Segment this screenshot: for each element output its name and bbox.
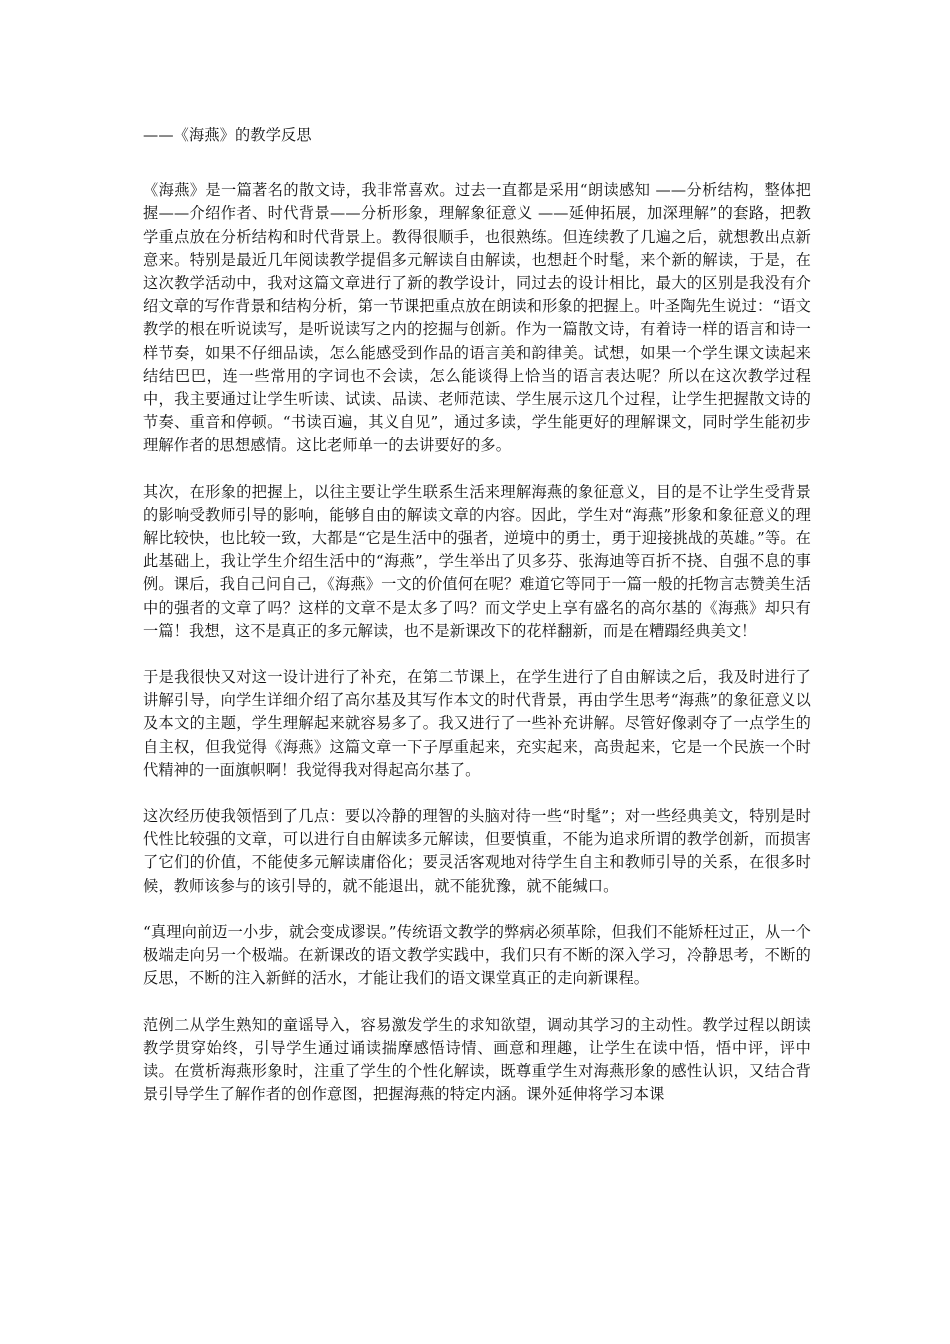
paragraph: 其次，在形象的把握上，以往主要让学生联系生活来理解海燕的象征意义，目的是不让学生受背景的影响受教师引导的影响，能够自由的解读文章的内容。因此，学生对“海燕”形象和象征意义的理解比较快，也比较一致，大都是“它是生活中的强者，逆境中的勇士，勇于迎接挑战的英雄。”等。在此基础上，我让学生介绍生活中的“海燕”，学生举出了贝多芬、张海迪等百折不挠、自强不息的事例。课后，我自己问自己，《海燕》一文的价值何在呢？难道它等同于一篇一般的托物言志赞美生活中的强者的文章了吗？这样的文章不是太多了吗？而文学史上享有盛名的高尔基的《海燕》却只有一篇！我想，这不是真正的多元解读，也不是新课改下的花样翻新，而是在糟蹋经典美文！ — [143, 482, 811, 640]
paragraph: “真理向前迈一小步，就会变成谬误。”传统语文教学的弊病必须革除，但我们不能矫枉过正，从一个极端走向另一个极端。在新课改的语文教学实践中，我们只有不断的深入学习，冷静思考，不断的反思，不断的注入新鲜的活水，才能让我们的语文课堂真正的走向新课程。 — [143, 922, 811, 988]
paragraph: 于是我很快又对这一设计进行了补充，在第二节课上，在学生进行了自由解读之后，我及时进行了讲解引导，向学生详细介绍了高尔基及其写作本文的时代背景，再由学生思考“海燕”的象征意义以及本文的主题，学生理解起来就容易多了。我又进行了一些补充讲解。尽管好像剥夺了一点学生的自主权，但我觉得《海燕》这篇文章一下子厚重起来，充实起来，高贵起来，它是一个民族一个时代精神的一面旗帜啊！我觉得我对得起高尔基了。 — [143, 668, 811, 779]
document-body — [143, 124, 811, 1129]
paragraph: 范例二从学生熟知的童谣导入，容易激发学生的求知欲望，调动其学习的主动性。教学过程以朗读教学贯穿始终，引导学生通过诵读揣摩感悟诗情、画意和理趣，让学生在读中悟，悟中评，评中读。在赏析海燕形象时，注重了学生的个性化解读，既尊重学生对海燕形象的感性认识，又结合背景引导学生了解作者的创作意图，把握海燕的特定内涵。课外延伸将学习本课 — [143, 1015, 811, 1104]
document-subtitle: ——《海燕》的教学反思 — [143, 126, 312, 144]
paragraph: 这次经历使我领悟到了几点：要以冷静的理智的头脑对待一些“时髦”；对一些经典美文，特别是时代性比较强的文章，可以进行自由解读多元解读，但要慎重，不能为追求所谓的教学创新，而损害了它们的价值，不能使多元解读庸俗化；要灵活客观地对待学生自主和教师引导的关系，在很多时候，教师该参与的该引导的，就不能退出，就不能犹豫，就不能缄口。 — [143, 807, 811, 895]
paragraph: 《海燕》是一篇著名的散文诗，我非常喜欢。过去一直都是采用“朗读感知 ——分析结构，整体把握——介绍作者、时代背景——分析形象，理解象征意义 ——延伸拓展，加深理解”的套路，把教学重点放在分析结构和时代背景上。教得很顺手，也很熟练。但连续教了几遍之后，就想教出点新意来。特别是最近几年阅读教学提倡多元解读自由解读，也想赶个时髦，来个新的解读，于是，在这次教学活动中，我对这篇文章进行了新的教学设计，同过去的设计相比，最大的区别是我没有介绍文章的写作背景和结构分析，第一节课把重点放在朗读和形象的把握上。叶圣陶先生说过：“语文教学的根在听说读写，是听说读写之内的挖掘与创新。作为一篇散文诗，有着诗一样的语言和诗一样节奏，如果不仔细品读，怎么能感受到作品的语言美和韵律美。试想，如果一个学生课文读起来结结巴巴，连一些常用的字词也不会读，怎么能谈得上恰当的语言表达呢？所以在这次教学过程中，我主要通过让学生听读、试读、品读、老师范读、学生展示这几个过程，让学生把握散文诗的节奏、重音和停顿。“书读百遍，其义自见”，通过多读，学生能更好的理解课文，同时学生能初步理解作者的思想感情。这比老师单一的去讲要好的多。 — [143, 181, 811, 455]
